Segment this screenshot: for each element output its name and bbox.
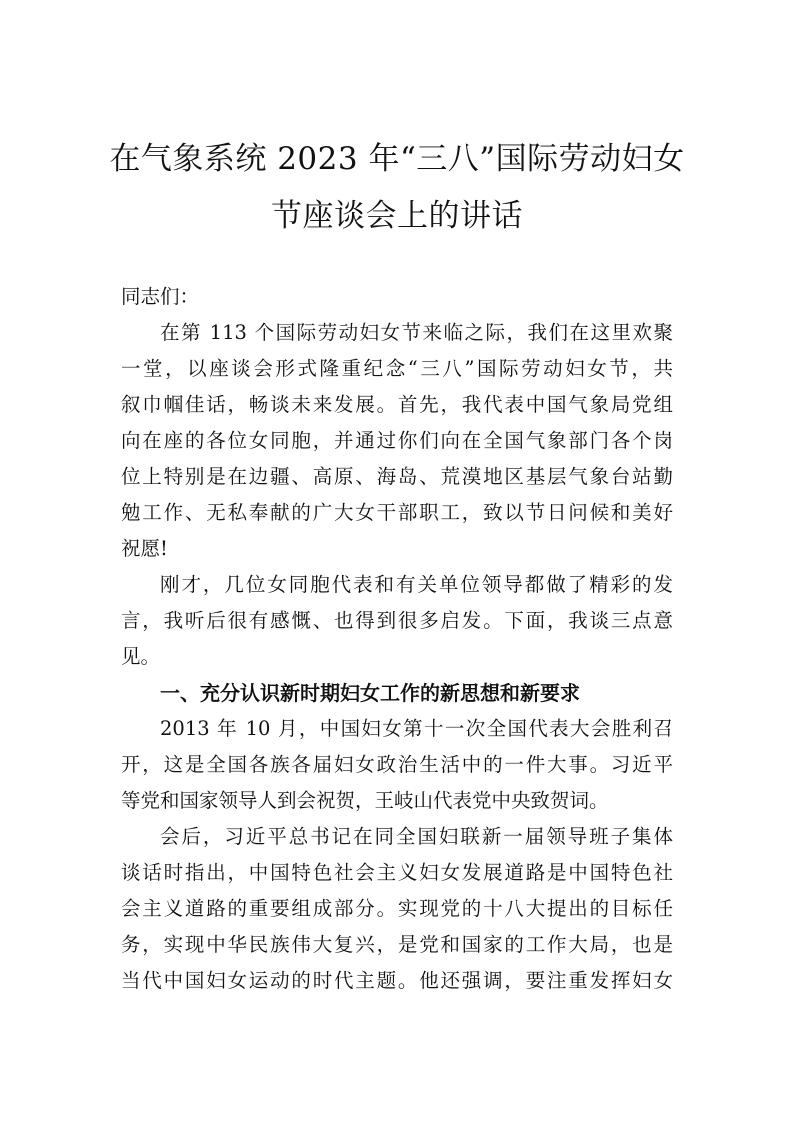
section-heading: 一、充分认识新时期妇女工作的新思想和新要求 [160, 681, 580, 705]
document-title-line-2: 节座谈会上的讲话 [271, 198, 523, 234]
paragraph-line: 当代中国妇女运动的时代主题。他还强调，要注重发挥妇女 [121, 969, 673, 992]
paragraph-line: 祝愿! [121, 537, 168, 560]
paragraph-line: 会后，习近平总书记在同全国妇联新一届领导班子集体 [160, 825, 673, 848]
paragraph-line: 务，实现中华民族伟大复兴，是党和国家的工作大局，也是 [121, 933, 673, 956]
salutation: 同志们： [121, 285, 200, 308]
paragraph-line: 见。 [121, 645, 161, 668]
paragraph-line: 等党和国家领导人到会祝贺，王岐山代表党中央致贺词。 [121, 789, 609, 812]
paragraph-line: 会主义道路的重要组成部分。实现党的十八大提出的目标任 [121, 897, 673, 920]
document-title-line-1: 在气象系统 2023 年“三八”国际劳动妇女 [109, 141, 685, 177]
paragraph-line: 位上特别是在边疆、高原、海岛、荒漠地区基层气象台站勤 [121, 465, 673, 488]
paragraph-line: 在第 113 个国际劳动妇女节来临之际，我们在这里欢聚 [160, 321, 673, 344]
paragraph-line: 叙巾帼佳话，畅谈未来发展。首先，我代表中国气象局党组 [121, 393, 673, 416]
paragraph-line: 言，我听后很有感慨、也得到很多启发。下面，我谈三点意 [121, 609, 673, 632]
paragraph-line: 2013 年 10 月，中国妇女第十一次全国代表大会胜利召 [160, 717, 673, 740]
paragraph-line: 开，这是全国各族各届妇女政治生活中的一件大事。习近平 [121, 753, 673, 776]
paragraph-line: 刚才，几位女同胞代表和有关单位领导都做了精彩的发 [160, 573, 673, 596]
paragraph-line: 勉工作、无私奉献的广大女干部职工，致以节日问候和美好 [121, 501, 673, 524]
paragraph-line: 向在座的各位女同胞，并通过你们向在全国气象部门各个岗 [121, 429, 673, 452]
paragraph-line: 一堂，以座谈会形式隆重纪念“三八”国际劳动妇女节，共 [121, 357, 673, 380]
paragraph-line: 谈话时指出，中国特色社会主义妇女发展道路是中国特色社 [121, 861, 673, 884]
